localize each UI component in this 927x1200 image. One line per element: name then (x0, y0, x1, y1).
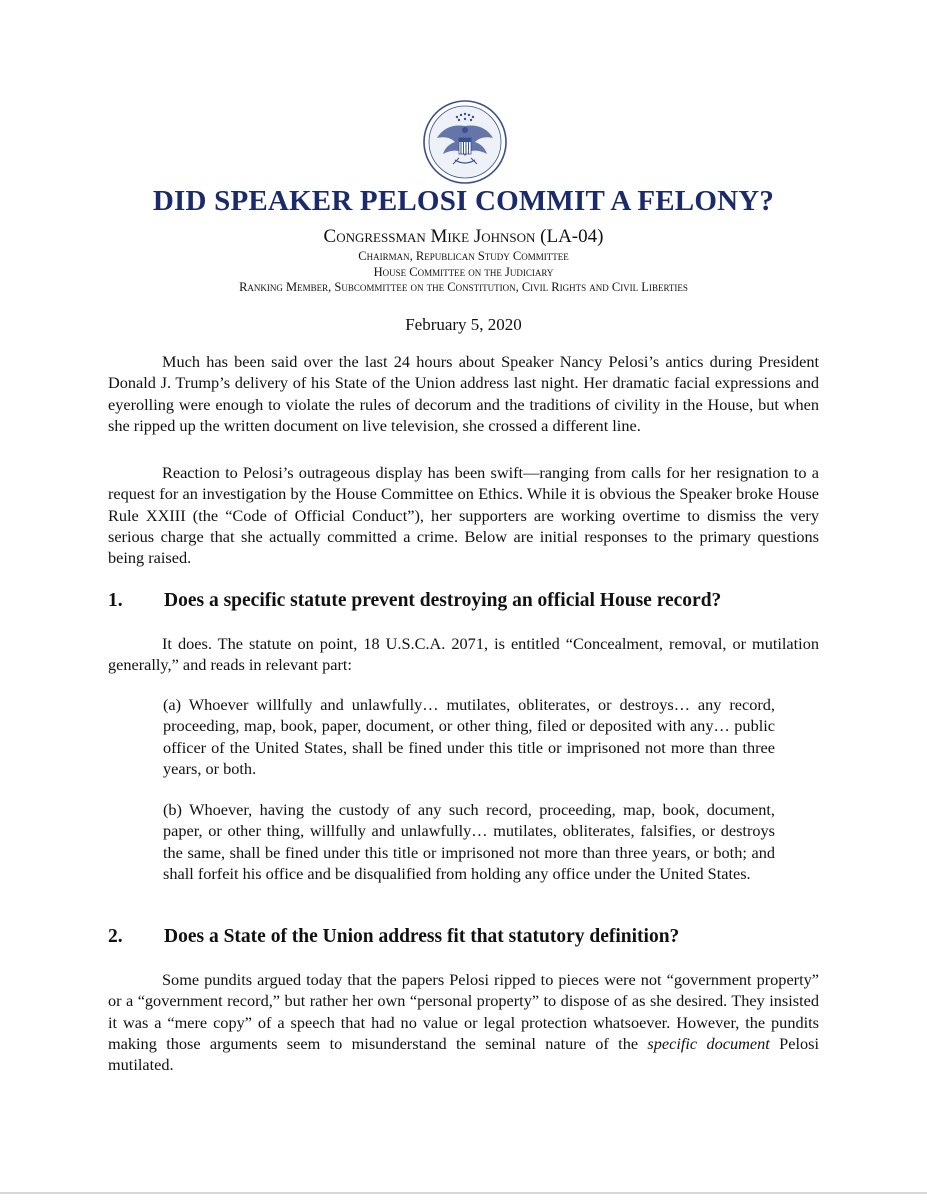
author-name: Congressman Mike Johnson (LA-04) (323, 226, 604, 247)
section-2-paragraph (108, 969, 819, 1075)
section-1-heading (108, 590, 868, 612)
paragraph-2: Reaction to Pelosi’s outrageous display has been swift—ranging from calls for her resignation to a request for an investigation by the House Committee on Ethics. While it is obvious the Speaker broke House Rule XXIII (the “Code of Official Conduct”), her supporters are working overtime to dismiss the very serious charge that she actually committed a crime. Below are initial responses to the primary questions being raised. (108, 463, 819, 568)
section-title: Does a State of the Union address fit that statutory definition? (164, 926, 680, 947)
paragraph-text-end: Pelosi mutilated. (108, 1033, 819, 1075)
author-roles (0, 249, 927, 296)
statute-quote-b: (b) Whoever, having the custody of any such record, proceeding, map, book, document, paper, or other thing, willfully and unlawfully… mutilates, obliterates, falsifies, or destroys the same, shall be fined under this title or imprisoned not more than three years, or both; and shall forfeit his office and be disqualified from holding any office under the United States. (163, 800, 775, 883)
section-2-heading (108, 926, 868, 948)
document-date: February 5, 2020 (405, 315, 522, 334)
statute-quote-a: (a) Whoever willfully and unlawfully… mutilates, obliterates, or destroys… any record, proceeding, map, book, paper, document, or other thing, filed or deposited with any… public officer of the United States, shall be fined under this title or imprisoned not more than three years, or both. (163, 695, 775, 778)
role-line: House Committee on the Judiciary (373, 264, 554, 279)
role-line: Ranking Member, Subcommittee on the Constitution, Civil Rights and Civil Liberties (239, 280, 688, 294)
document-title: DID SPEAKER PELOSI COMMIT A FELONY? (152, 185, 775, 217)
section-number: 1. (108, 590, 123, 611)
section-title: Does a specific statute prevent destroying an official House record? (164, 590, 722, 611)
paragraph-1: Much has been said over the last 24 hours about Speaker Nancy Pelosi’s antics during President Donald J. Trump’s delivery of his State of the Union address last night. Her dramatic facial expressions and eyerolling were enough to violate the rules of decorum and the traditions of civility in the House, but when she ripped up the written document on live television, she crossed a different line. (108, 352, 819, 435)
italic-phrase: specific document (647, 1033, 770, 1053)
great-seal-icon (423, 100, 507, 184)
role-line: Chairman, Republican Study Committee (358, 249, 569, 263)
paragraph-text: Some pundits argued today that the papers Pelosi ripped to pieces were not “government property” or a “government record,” but rather her own “personal property” to dispose of as she desired. They insisted it was a “mere copy” of a speech that had no value or legal protection whatsoever. However, the pundits making those arguments seem to misunderstand the seminal nature of the (108, 970, 819, 1053)
section-number: 2. (108, 926, 123, 947)
section-1-intro: It does. The statute on point, 18 U.S.C.A. 2071, is entitled “Concealment, removal, or mutilation generally,” and reads in relevant part: (108, 634, 819, 675)
page-bottom-divider (0, 1192, 927, 1194)
